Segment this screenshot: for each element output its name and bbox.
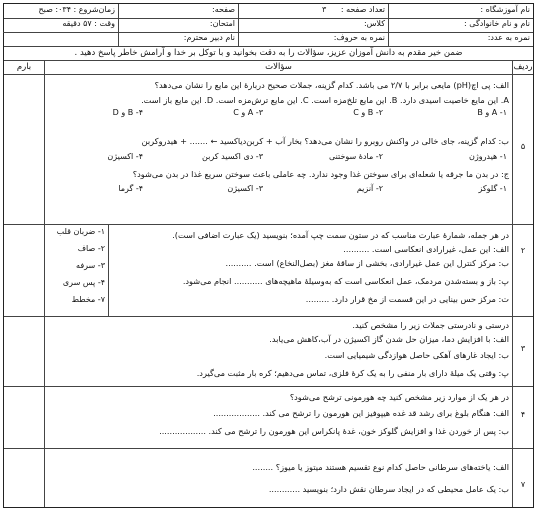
q2-line-d: ت: مرکز حس بینایی در این قسمت از مخ قرار دارد. ......... — [305, 294, 509, 304]
q1-part-c: ج: در بدن ما جرقه یا شعله‌ای برای سوختن غذا وجود ندارد. چه عاملی باعث سوختن سریع غذا در بدن می‌شود؟ — [132, 169, 509, 179]
q1-a-choice[interactable]: ۳- A و C — [233, 108, 263, 117]
question-number: ۵ — [520, 142, 526, 151]
question-5 — [4, 448, 533, 507]
q2-option: ۷- مخطط — [71, 295, 105, 304]
q5-line-a: الف: یاخته‌های سرطانی حاصل کدام نوع تقسیم هستند میتوز یا میوز؟ ........ — [252, 462, 509, 472]
q3-line-b: ب: ایجاد غارهای آهکی حاصل هوازدگی شیمیایی است. — [324, 350, 509, 360]
school-name-cell — [388, 4, 533, 18]
q1-a-choice[interactable]: ۱- A و B — [477, 108, 507, 117]
subject-label: امتحان: — [209, 19, 235, 28]
school-name-label: نام آموزشگاه : — [480, 5, 530, 14]
q1-part-a: الف: پی اچ(pH) مایعی برابر با ۲/۷ می باشد. کدام گزینه، جملات صحیح دربارۀ این مایع را نشان می‌دهد؟ — [154, 80, 509, 90]
intro-text: ضمن خیر مقدم به دانش آموزان عزیز، سؤالات را به دقت بخوانید و با توکل بر خدا و آرامش خاطر پاسخ دهید . — [4, 46, 533, 61]
question-number: ۳ — [520, 344, 526, 353]
col-questions-label: سؤالات — [265, 62, 292, 72]
question-2 — [4, 224, 533, 317]
q4-line-b: ب: پس از خوردن غذا و افزایش گلوکز خون، غدۀ پانکراس این هورمون را ترشح می کند. .................. — [159, 426, 509, 436]
question-number: ۴ — [520, 410, 526, 419]
q1-b-choice[interactable]: ۳- دی اکسید کربن — [202, 152, 263, 161]
q1-c-choice[interactable]: ۲- آنزیم — [356, 184, 383, 193]
duration-label: وقت : ۵۷ دقیقه — [62, 19, 115, 28]
exam-label: نام و نام خانوادگی : — [464, 19, 530, 28]
exam-sheet — [3, 3, 534, 508]
q2-option: ۳- سرفه — [76, 261, 105, 270]
col-score-label: بارم — [16, 62, 32, 72]
question-1 — [4, 74, 533, 225]
q4-intro: در هر یک از موارد زیر مشخص کنید چه هورمونی ترشح می‌شود؟ — [289, 392, 509, 402]
q1-c-choice[interactable]: ۳- اکسیژن — [227, 184, 263, 193]
q1-b-choice[interactable]: ۱- هیدروژن — [468, 152, 507, 161]
q3-intro: درستی و نادرستی جملات زیر را مشخص کنید. — [352, 320, 509, 330]
q2-option: ۲- صاف — [77, 244, 105, 253]
score-letter-label: نمره به حروف: — [333, 33, 385, 42]
q1-c-choice[interactable]: ۱- گلوکز — [478, 184, 507, 193]
q1-a-choice[interactable]: ۴- B و D — [112, 108, 143, 117]
score-number-label: نمره به عدد: — [487, 33, 530, 42]
time-start-cell — [4, 4, 118, 18]
page-label: صفحه: — [212, 5, 235, 14]
header-row-2 — [4, 18, 533, 47]
q2-options-box — [44, 224, 109, 316]
q2-option: ۴- پس سری — [62, 278, 105, 287]
score-letter-cell — [238, 32, 388, 46]
q2-line-a: الف: این عمل، غیرارادی انعکاسی است. .......... — [343, 244, 509, 254]
q2-option: ۱- ضربان قلب — [56, 227, 105, 236]
q2-line-c: پ: باز و بسته‌شدن مردمک، عمل انعکاسی است که به‌وسیلۀ ماهیچه‌های ........... انجام می‌شود. — [182, 276, 509, 286]
question-number: ۷ — [520, 480, 526, 489]
q1-c-choice[interactable]: ۴- گرما — [118, 184, 143, 193]
q2-intro: در هر جمله، شمارۀ عبارت مناسب که در ستون سمت چپ آمده؛ بنویسید (یک عبارت اضافی است). — [172, 230, 509, 240]
header-row-1 — [4, 4, 533, 19]
q1-a-choice[interactable]: ۲- B و C — [353, 108, 383, 117]
class-label: کلاس: — [363, 19, 385, 28]
question-3 — [4, 316, 533, 387]
q4-line-a: الف: هنگام بلوغ برای رشد قد غده هیپوفیز این هورمون را ترشح می کند. .................. — [213, 408, 509, 418]
q1-part-b: ب: کدام گزینه، جای خالی در واکنش روبرو را نشان می‌دهد؟ بخار آب + کربن‌دیاکسید ← ....... + هیدروکربن — [141, 136, 509, 146]
pages-label: تعداد صفحه : — [340, 5, 385, 14]
score-number-cell — [388, 32, 533, 46]
col-row-label: ردیف — [513, 62, 533, 72]
q1-b-choice[interactable]: ۴- اکسیژن — [107, 152, 143, 161]
pages-value: ۳ — [322, 5, 327, 14]
question-4 — [4, 386, 533, 449]
q2-line-b: ب: مرکز کنترل این عمل غیرارادی، بخشی از ساقۀ مغز (بصل‌النخاع) است. .......... — [225, 258, 509, 268]
q1-part-a-statements: A. این مایع خاصیت اسیدی دارد. B. این مایع تلخ‌مزه است. C. این مایع ترش‌مزه است. D. این مایع باز است. — [141, 95, 509, 105]
q5-line-b: ب: یک عامل محیطی که در ایجاد سرطان نقش دارد؛ بنویسید ............ — [268, 484, 509, 494]
teacher-label: نام دبیر محترم: — [183, 33, 235, 42]
teacher-cell — [4, 32, 238, 46]
pages-cell — [238, 4, 388, 18]
column-header-row — [4, 60, 533, 75]
q3-line-c: پ: وقتی یک میلۀ دارای بار منفی را به یک کرۀ فلزی، تماس می‌دهیم؛ کره بار مثبت می‌گیرد. — [196, 368, 509, 378]
question-number: ۲ — [520, 246, 526, 255]
q3-line-a: الف: با افزایش دما، میزان حل شدن گاز اکسیژن در آب،کاهش می‌یابد. — [269, 334, 509, 344]
page-cell — [118, 4, 238, 18]
q1-b-choice[interactable]: ۲- مادۀ سوختنی — [328, 152, 383, 161]
time-start: زمان‌شروع : ۰۳۴: صبح — [38, 5, 115, 14]
